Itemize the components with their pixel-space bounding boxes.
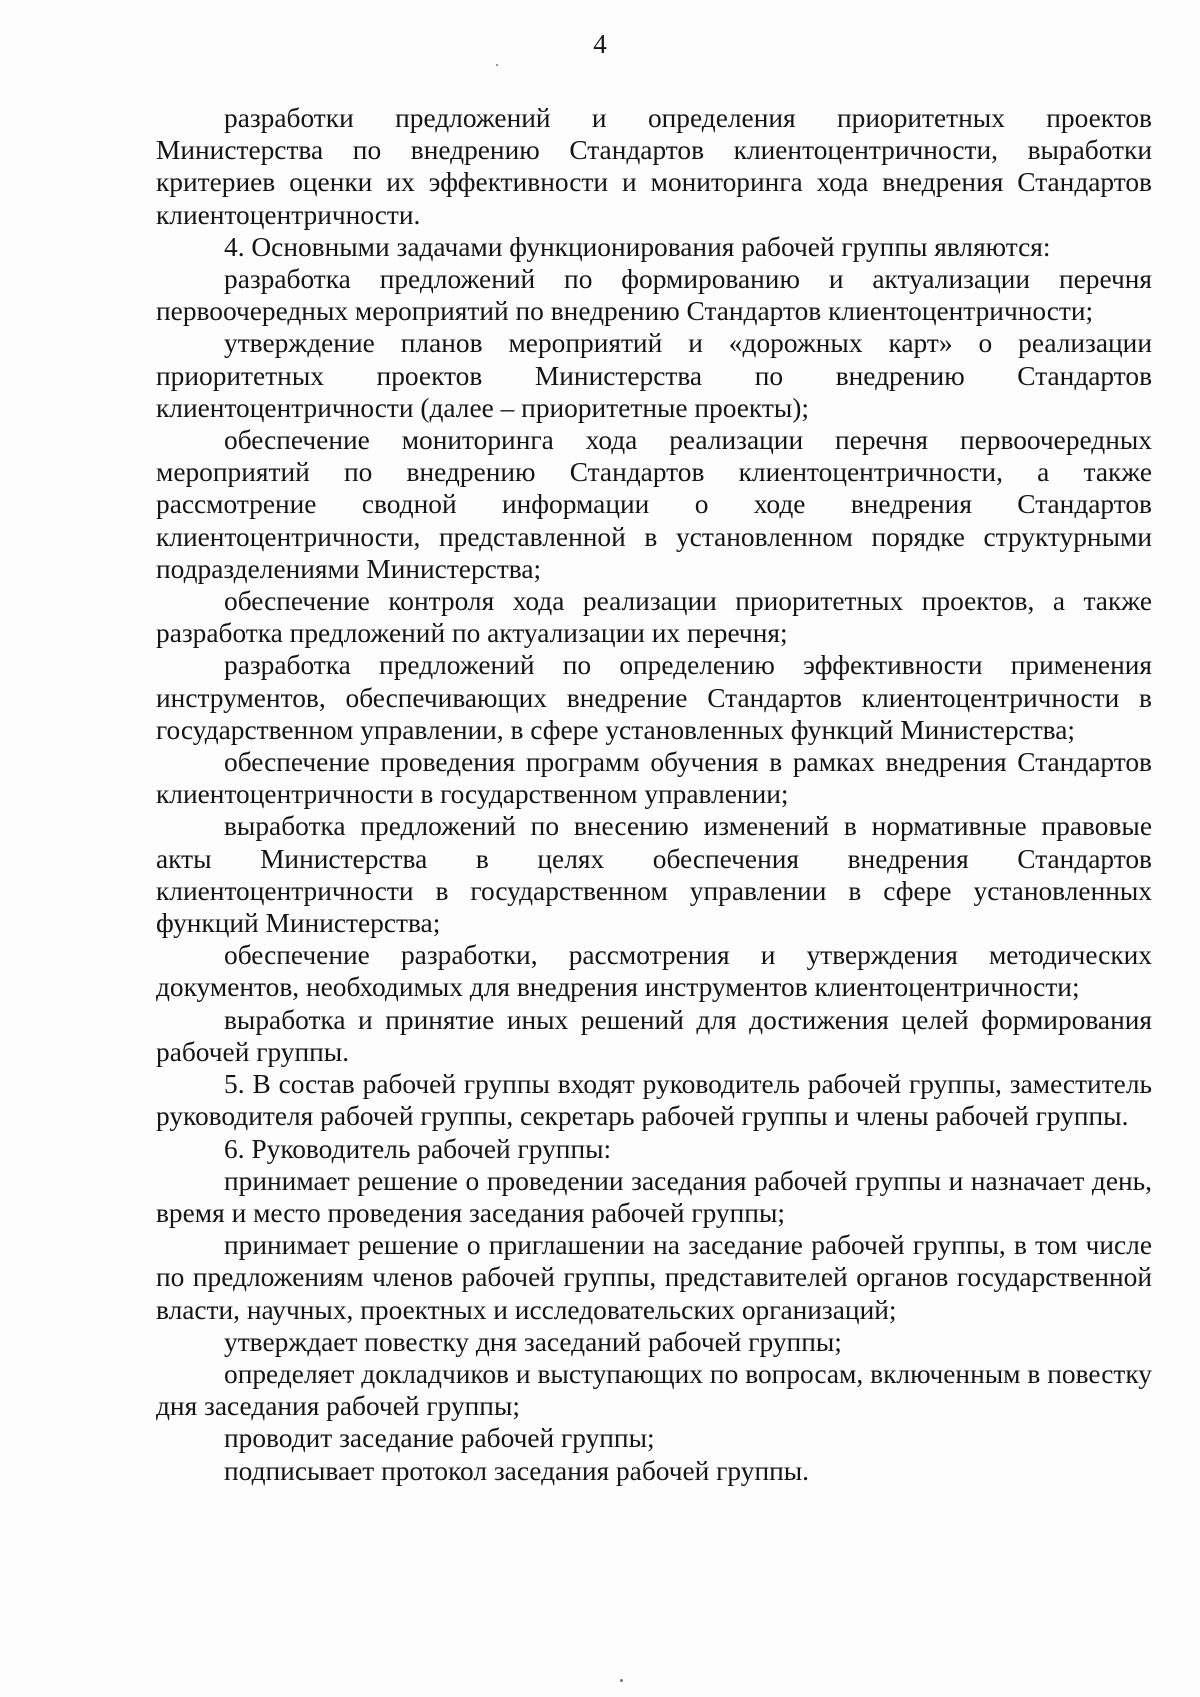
paragraph: выработка и принятие иных решений для достижения целей формирования рабочей группы.: [156, 1004, 1152, 1067]
document-body: [156, 102, 1152, 1487]
paragraph: утверждает повестку дня заседаний рабочей группы;: [224, 1326, 842, 1357]
paragraph: 4. Основными задачами функционирования рабочей группы являются:: [224, 231, 1051, 262]
paragraph: разработка предложений по определению эффективности применения инструментов, обеспечивающих внедрение Стандартов клиентоцентричности в государственном управлении, в сфере установленных функций Министерства;: [156, 650, 1152, 745]
paragraph: обеспечение проведения программ обучения в рамках внедрения Стандартов клиентоцентричности в государственном управлении;: [156, 747, 1152, 810]
paragraph: принимает решение о приглашении на заседание рабочей группы, в том числе по предложениям членов рабочей группы, представителей органов государственной власти, научных, проектных и исследовательских организаций;: [156, 1230, 1152, 1325]
paragraph: обеспечение разработки, рассмотрения и утверждения методических документов, необходимых для внедрения инструментов клиентоцентричности;: [156, 940, 1152, 1003]
paragraph: разработка предложений по формированию и актуализации перечня первоочередных мероприятий по внедрению Стандартов клиентоцентричности;: [156, 264, 1152, 327]
paragraph: 6. Руководитель рабочей группы:: [224, 1133, 612, 1164]
paragraph: утверждение планов мероприятий и «дорожных карт» о реализации приоритетных проектов Министерства по внедрению Стандартов клиентоцентричности (далее – приоритетные проекты);: [156, 328, 1152, 423]
paragraph: подписывает протокол заседания рабочей группы.: [224, 1455, 810, 1486]
scan-speck: [620, 1679, 623, 1682]
paragraph: принимает решение о проведении заседания рабочей группы и назначает день, время и место проведения заседания рабочей группы;: [156, 1165, 1152, 1228]
paragraph: 5. В состав рабочей группы входят руководитель рабочей группы, заместитель руководителя рабочей группы, секретарь рабочей группы и члены рабочей группы.: [156, 1069, 1152, 1132]
paragraph: выработка предложений по внесению изменений в нормативные правовые акты Министерства в целях обеспечения внедрения Стандартов клиентоцентричности в государственном управлении в сфере установленных функций Министерства;: [156, 811, 1152, 939]
paragraph: обеспечение контроля хода реализации приоритетных проектов, а также разработка предложений по актуализации их перечня;: [156, 586, 1152, 649]
page-number: 4: [593, 29, 607, 59]
paragraph: проводит заседание рабочей группы;: [224, 1423, 655, 1454]
paragraph: разработки предложений и определения приоритетных проектов Министерства по внедрению Стандартов клиентоцентричности, выработки критериев оценки их эффективности и мониторинга хода внедрения Стандартов клиентоцентричности.: [156, 103, 1152, 230]
scan-speck: [496, 64, 498, 66]
paragraph: обеспечение мониторинга хода реализации перечня первоочередных мероприятий по внедрению Стандартов клиентоцентричности, а также рассмотрение сводной информации о ходе внедрения Стандартов клиентоцентричности, представленной в установленном порядке структурными подразделениями Министерства;: [156, 425, 1152, 584]
paragraph: определяет докладчиков и выступающих по вопросам, включенным в повестку дня заседания рабочей группы;: [156, 1358, 1152, 1422]
